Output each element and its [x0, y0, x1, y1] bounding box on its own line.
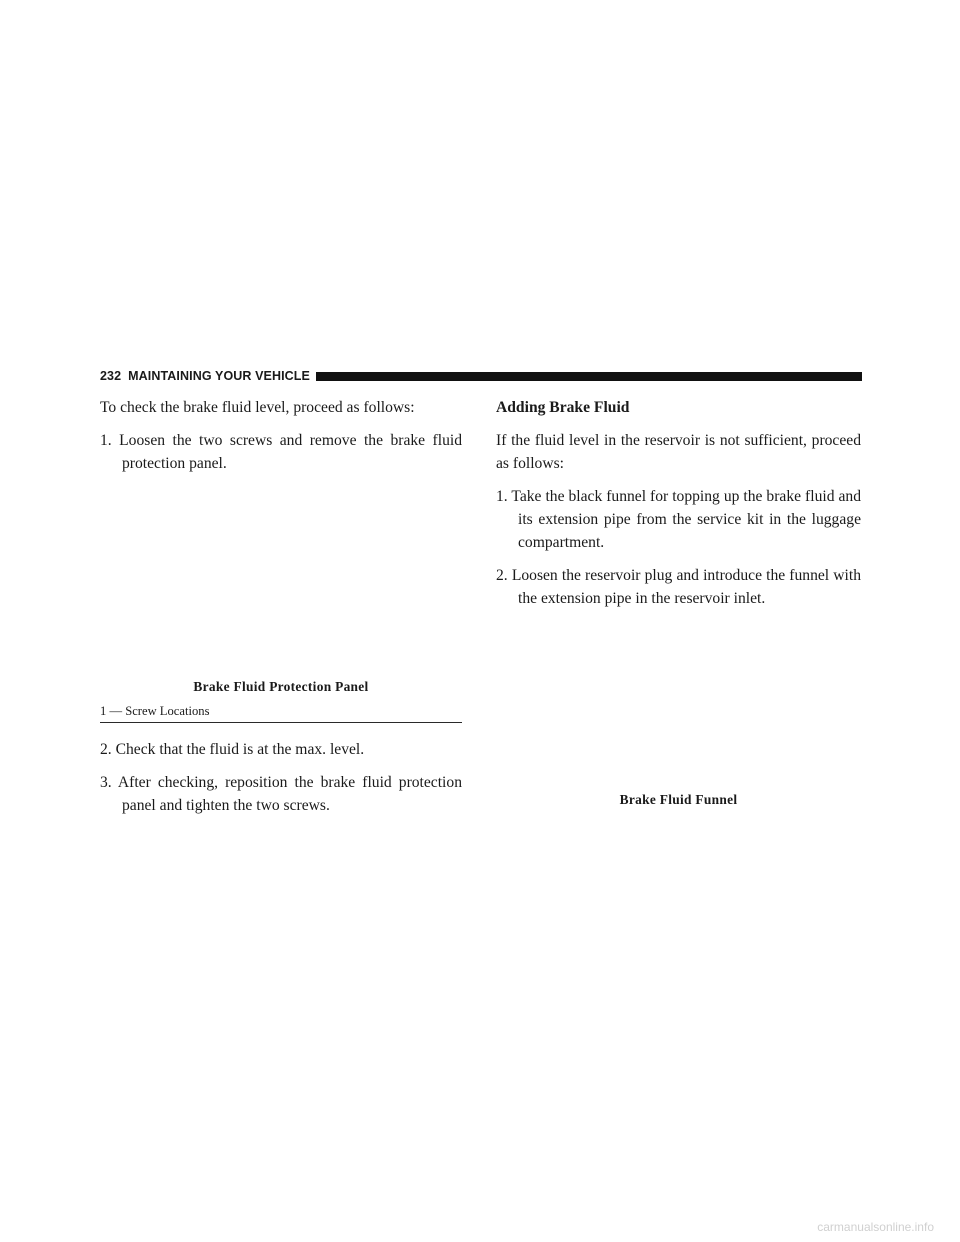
right-step-2: 2. Loosen the reservoir plug and introduce the funnel with the extension pipe in the reservoir inlet. — [496, 567, 861, 607]
left-step-1: 1. Loosen the two screws and remove the brake fluid protection panel. — [100, 432, 462, 472]
left-step-3: 3. After checking, reposition the brake fluid protection panel and tighten the two screws. — [100, 774, 462, 814]
watermark: carmanualsonline.info — [817, 1220, 934, 1234]
figure-protection-panel — [100, 446, 462, 724]
right-step-1: 1. Take the black funnel for topping up the brake fluid and its extension pipe from the service kit in the luggage compartment. — [496, 488, 861, 551]
section-title: MAINTAINING YOUR VEHICLE — [128, 369, 310, 383]
figure-caption-protection-panel: Brake Fluid Protection Panel — [193, 679, 369, 694]
page-header — [100, 368, 862, 384]
page-number: 232 — [100, 369, 122, 383]
section-heading-adding-brake-fluid: Adding Brake Fluid — [496, 399, 630, 416]
left-column-bottom — [100, 738, 462, 827]
figure-caption-brake-fluid-funnel: Brake Fluid Funnel — [619, 792, 738, 807]
left-step-2: 2. Check that the fluid is at the max. level. — [100, 741, 365, 758]
figure-brake-fluid-funnel — [496, 576, 861, 814]
header-rule — [316, 372, 862, 381]
figure-legend-screw-locations: 1 — Screw Locations — [100, 703, 462, 723]
right-intro-text: If the fluid level in the reservoir is not sufficient, proceed as follows: — [496, 432, 861, 472]
left-intro-text: To check the brake fluid level, proceed as follows: — [100, 399, 415, 416]
